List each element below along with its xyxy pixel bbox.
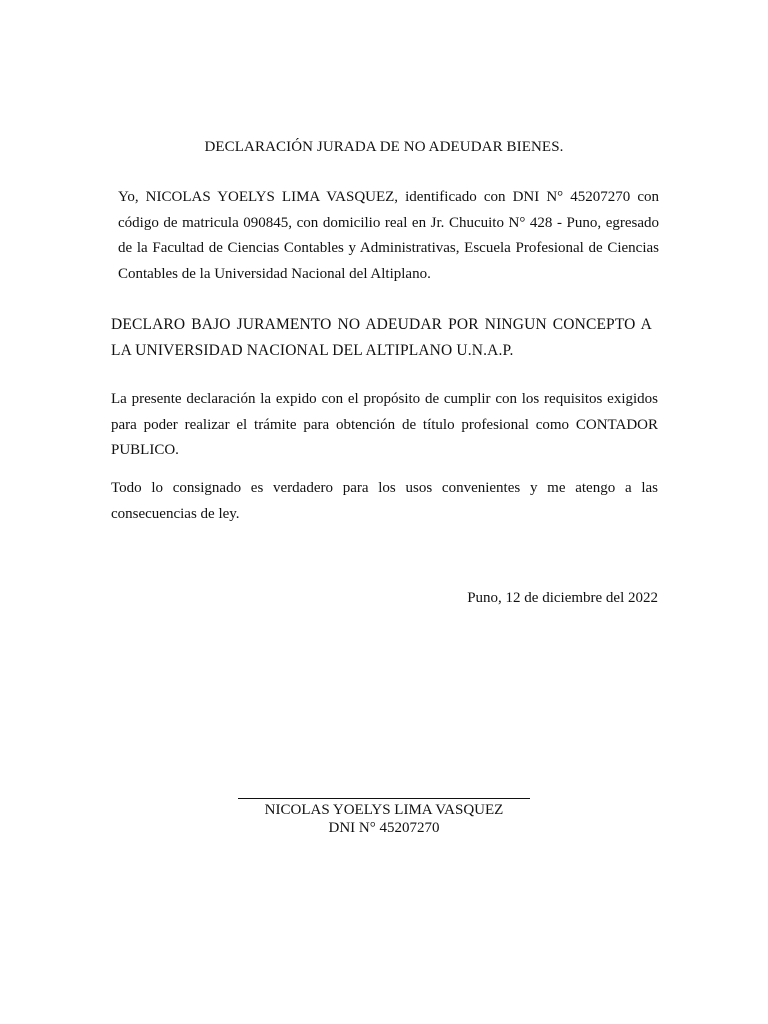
sworn-declaration-paragraph: DECLARO BAJO JURAMENTO NO ADEUDAR POR NINGUN CONCEPTO A LA UNIVERSIDAD NACIONAL DEL ALTIPLANO U.N.A.P.	[111, 316, 652, 359]
signatory-name: NICOLAS YOELYS LIMA VASQUEZ	[264, 802, 504, 818]
declarant-identification-paragraph: Yo, NICOLAS YOELYS LIMA VASQUEZ, identificado con DNI N° 45207270 con código de matricula 090845, con domicilio real en Jr. Chucuito N° 428 - Puno, egresado de la Facultad de Ciencias Contables y Administrativas, Escuela Profesional de Ciencias Contables de la Universidad Nacional del Altiplano.	[118, 189, 659, 282]
signature-line	[238, 798, 530, 799]
place-date: Puno, 12 de diciembre del 2022	[467, 590, 658, 606]
veracity-paragraph: Todo lo consignado es verdadero para los usos convenientes y me atengo a las consecuencias de ley.	[111, 480, 658, 522]
document-title: DECLARACIÓN JURADA DE NO ADEUDAR BIENES.	[204, 139, 564, 155]
purpose-paragraph: La presente declaración la expido con el propósito de cumplir con los requisitos exigidos para poder realizar el trámite para obtención de título profesional como CONTADOR PUBLICO.	[111, 391, 658, 458]
signatory-dni: DNI N° 45207270	[328, 820, 440, 836]
